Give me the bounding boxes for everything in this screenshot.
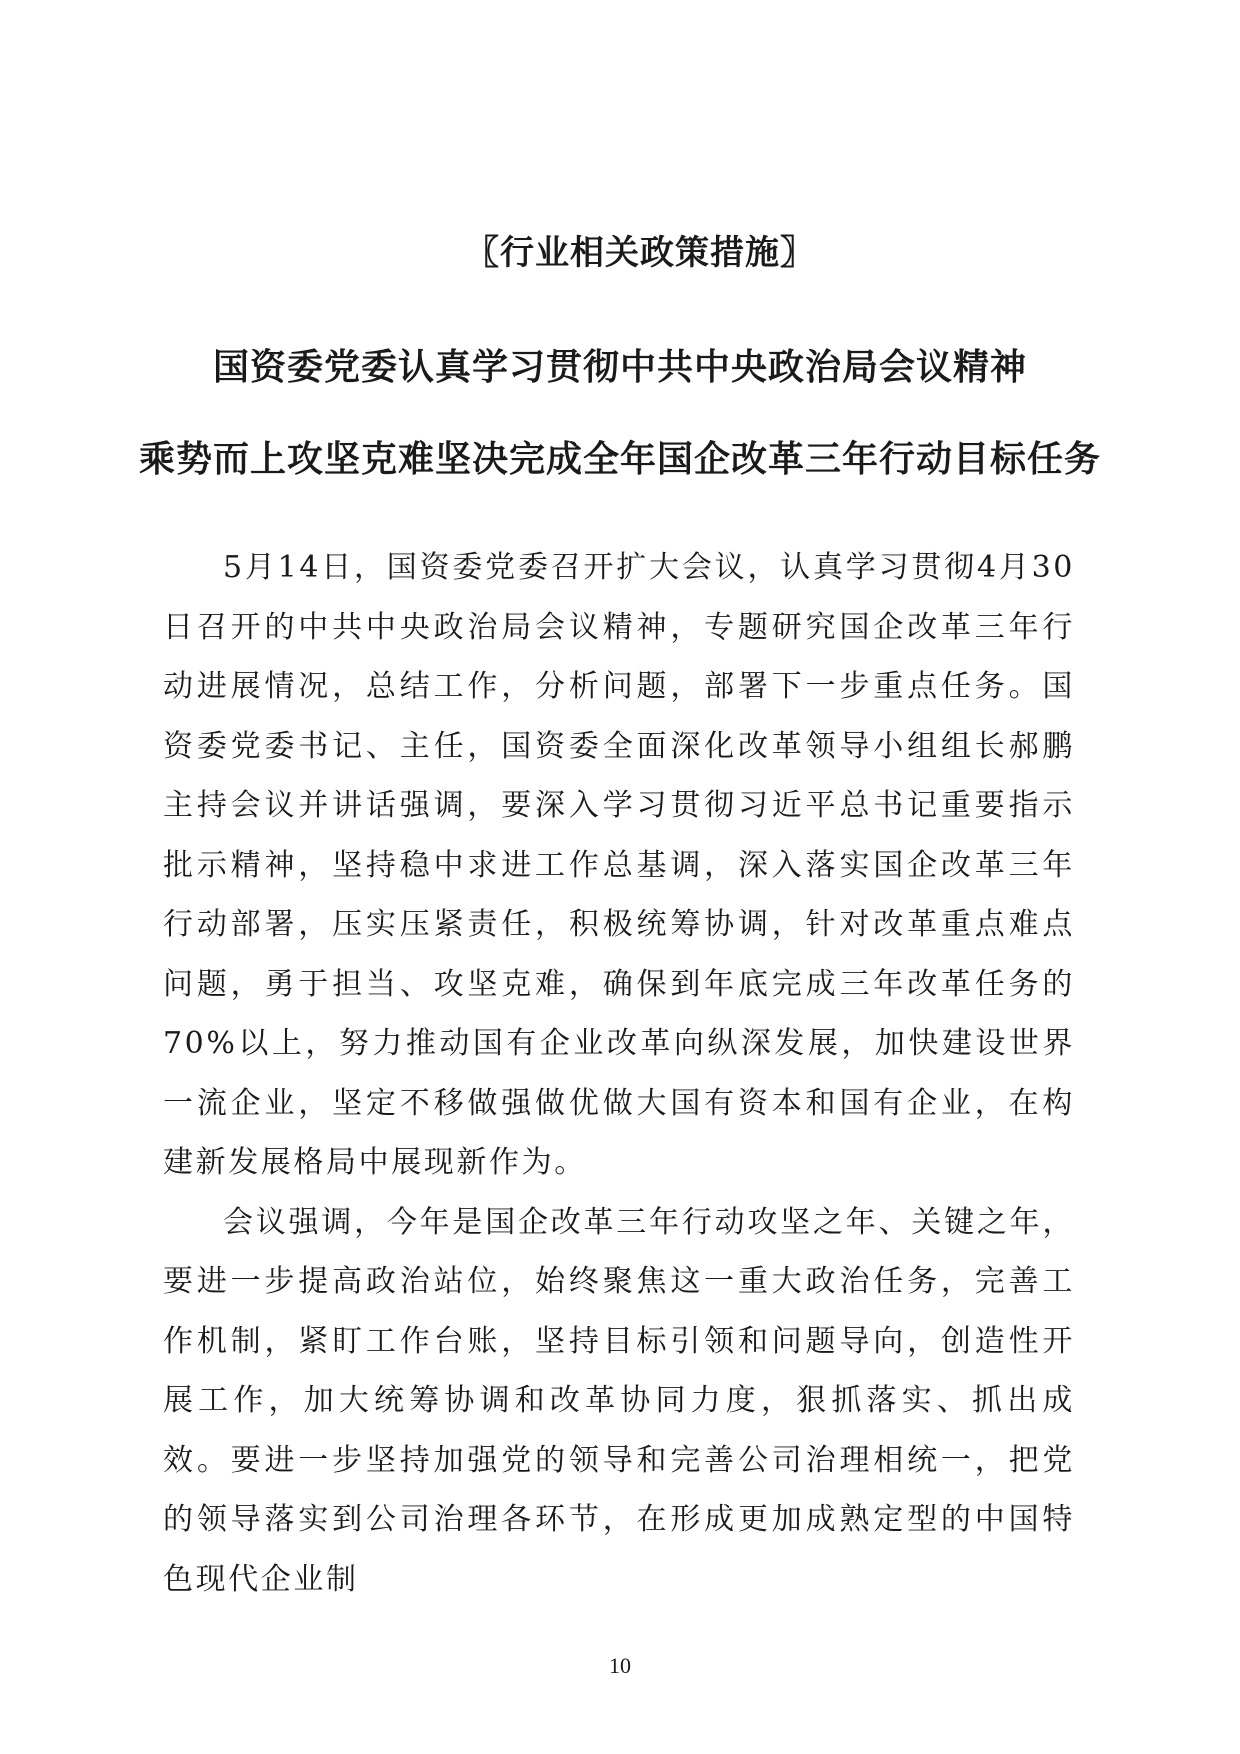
article-body <box>163 538 1075 1609</box>
page-number: 10 <box>609 1653 631 1678</box>
article-title-line-2: 乘势而上攻坚克难坚决完成全年国企改革三年行动目标任务 <box>138 439 1101 480</box>
body-paragraph: 5月14日，国资委党委召开扩大会议，认真学习贯彻4月30日召开的中共中央政治局会议精神，专题研究国企改革三年行动进展情况，总结工作，分析问题，部署下一步重点任务。国资委党委书记、主任，国资委全面深化改革领导小组组长郝鹏主持会议并讲话强调，要深入学习贯彻习近平总书记重要指示批示精神，坚持稳中求进工作总基调，深入落实国企改革三年行动部署，压实压紧责任，积极统筹协调，针对改革重点难点问题，勇于担当、攻坚克难，确保到年底完成三年改革任务的70%以上，努力推动国有企业改革向纵深发展，加快建设世界一流企业，坚定不移做强做优做大国有资本和国有企业，在构建新发展格局中展现新作为。 <box>163 550 1075 1180</box>
body-paragraph: 会议强调，今年是国企改革三年行动攻坚之年、关键之年，要进一步提高政治站位，始终聚焦这一重大政治任务，完善工作机制，紧盯工作台账，坚持目标引领和问题导向，创造性开展工作，加大统筹协调和改革协同力度，狠抓落实、抓出成效。要进一步坚持加强党的领导和完善公司治理相统一，把党的领导落实到公司治理各环节，在形成更加成熟定型的中国特色现代企业制 <box>163 1204 1075 1597</box>
article-title-line-1: 国资委党委认真学习贯彻中共中央政治局会议精神 <box>212 347 1027 388</box>
section-tag: 〖行业相关政策措施〗 <box>465 233 815 273</box>
